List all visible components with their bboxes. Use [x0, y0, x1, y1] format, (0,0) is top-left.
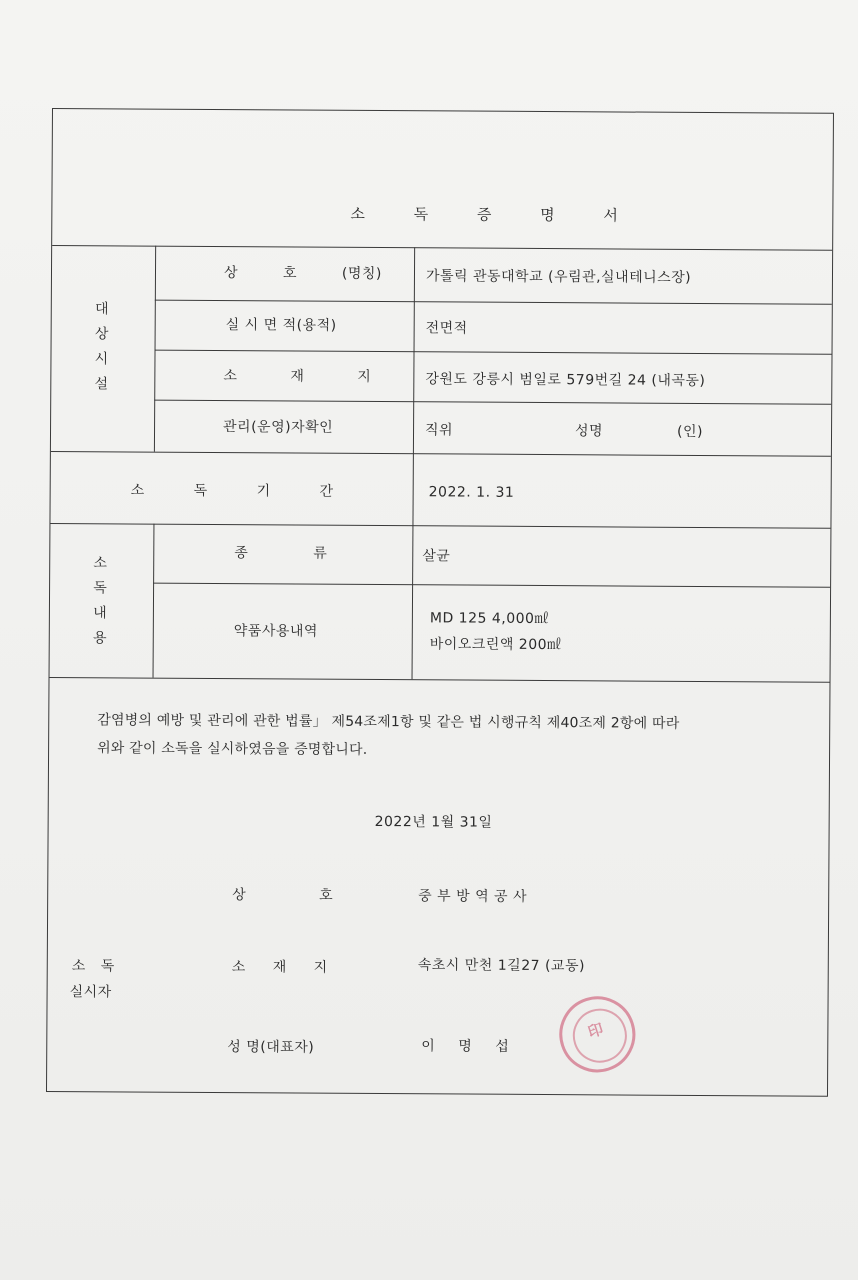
column-divider: [412, 247, 416, 679]
performer-rep-label: 성 명(대표자): [227, 1039, 315, 1056]
column-divider: [153, 524, 155, 678]
official-seal-stamp: [550, 987, 645, 1082]
issue-date: 2022년 1월 31일: [374, 813, 493, 831]
label-manager-confirm: 관리(운영)자확인: [223, 419, 334, 436]
performer-name-value: 중 부 방 역 공 사: [418, 888, 528, 905]
performer-name-label: 상 호: [232, 887, 334, 904]
value-type: 살균: [422, 548, 451, 565]
value-disinfection-period: 2022. 1. 31: [428, 484, 515, 501]
value-location: 강원도 강릉시 범일로 579번길 24 (내곡동): [425, 371, 706, 389]
value-chemical-2: 바이오크린액 200㎖: [429, 636, 562, 654]
performer-address-value: 속초시 만천 1길27 (교동): [417, 957, 586, 975]
row-divider: [155, 350, 832, 355]
value-chemical-1: MD 125 4,000㎖: [429, 610, 549, 628]
seal-glyph: 印: [585, 1019, 607, 1042]
certificate-form: [46, 108, 834, 1097]
performer-address-label: 소 재 지: [231, 959, 328, 976]
value-position: 직위: [424, 422, 454, 439]
row-divider: [52, 245, 832, 251]
document-title: 소 독 증 명 서: [350, 204, 640, 225]
label-type: 종 류: [234, 545, 328, 562]
row-divider: [154, 400, 831, 405]
performer-label-1: 소 독: [71, 958, 115, 975]
label-chemicals: 약품사용내역: [233, 623, 319, 640]
value-business-name: 가톨릭 관동대학교 (우림관,실내테니스장): [425, 268, 692, 286]
section-label-target-facility: 대상시설: [94, 301, 109, 393]
row-divider: [153, 583, 830, 588]
section-label-disinfection-content: 소독내용: [92, 555, 108, 647]
label-business-name: 상 호 (명칭): [223, 265, 382, 283]
value-name: 성명: [574, 423, 604, 440]
label-location: 소 재 지: [223, 368, 372, 385]
performer-rep-value: 이 명 섭: [421, 1038, 510, 1055]
value-area: 전면적: [425, 320, 468, 337]
label-disinfection-period: 소 독 기 간: [130, 482, 334, 500]
value-seal-mark: (인): [676, 423, 704, 440]
statement-line-1: 감염병의 예방 및 관리에 관한 법률」 제54조제1항 및 같은 법 시행규칙 제40조제 2항에 따라: [97, 712, 680, 732]
row-divider: [155, 300, 832, 305]
row-divider: [51, 451, 831, 457]
label-area: 실 시 면 적(용적): [225, 317, 337, 334]
statement-line-2: 위와 같이 소독을 실시하였음을 증명합니다.: [97, 740, 368, 758]
performer-label-2: 실시자: [69, 984, 112, 1001]
column-divider: [154, 246, 156, 452]
row-divider: [50, 677, 830, 683]
row-divider: [50, 523, 830, 529]
